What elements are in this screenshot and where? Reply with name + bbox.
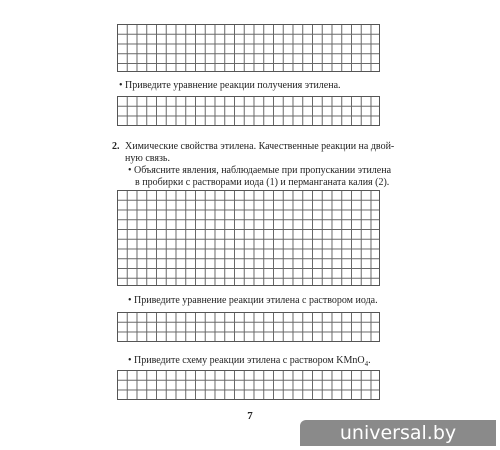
- answer-grid-1[interactable]: [117, 24, 380, 72]
- kmno4-subscript: 4: [364, 360, 369, 368]
- kmno4-prompt-text: • Приведите схему реакции этилена с раствором KMnO: [128, 355, 365, 366]
- kmno4-prompt-end: .: [368, 355, 371, 366]
- answer-grid-2[interactable]: [117, 96, 380, 126]
- page-number: 7: [247, 410, 253, 422]
- task2-heading-line1: Химические свойства этилена. Качественные реакции на двой-: [125, 141, 395, 152]
- task1-equation-prompt: • Приведите уравнение реакции получения этилена.: [119, 80, 341, 91]
- answer-grid-4[interactable]: [117, 312, 380, 342]
- task2-kmno4-prompt: [128, 355, 371, 370]
- task2-explain-prompt-line2: в пробирки с растворами иода (1) и перманганата калия (2).: [135, 177, 390, 188]
- task2-explain-prompt-line1: • Объясните явления, наблюдаемые при пропускании этилена: [128, 165, 392, 176]
- watermark-badge: universal.by: [300, 420, 496, 446]
- task2-number: 2.: [112, 141, 120, 152]
- task2-heading-line2: ную связь.: [125, 153, 170, 164]
- answer-grid-3[interactable]: [117, 190, 380, 286]
- answer-grid-5[interactable]: [117, 370, 380, 400]
- task2-iodine-prompt: • Приведите уравнение реакции этилена с раствором иода.: [128, 295, 378, 306]
